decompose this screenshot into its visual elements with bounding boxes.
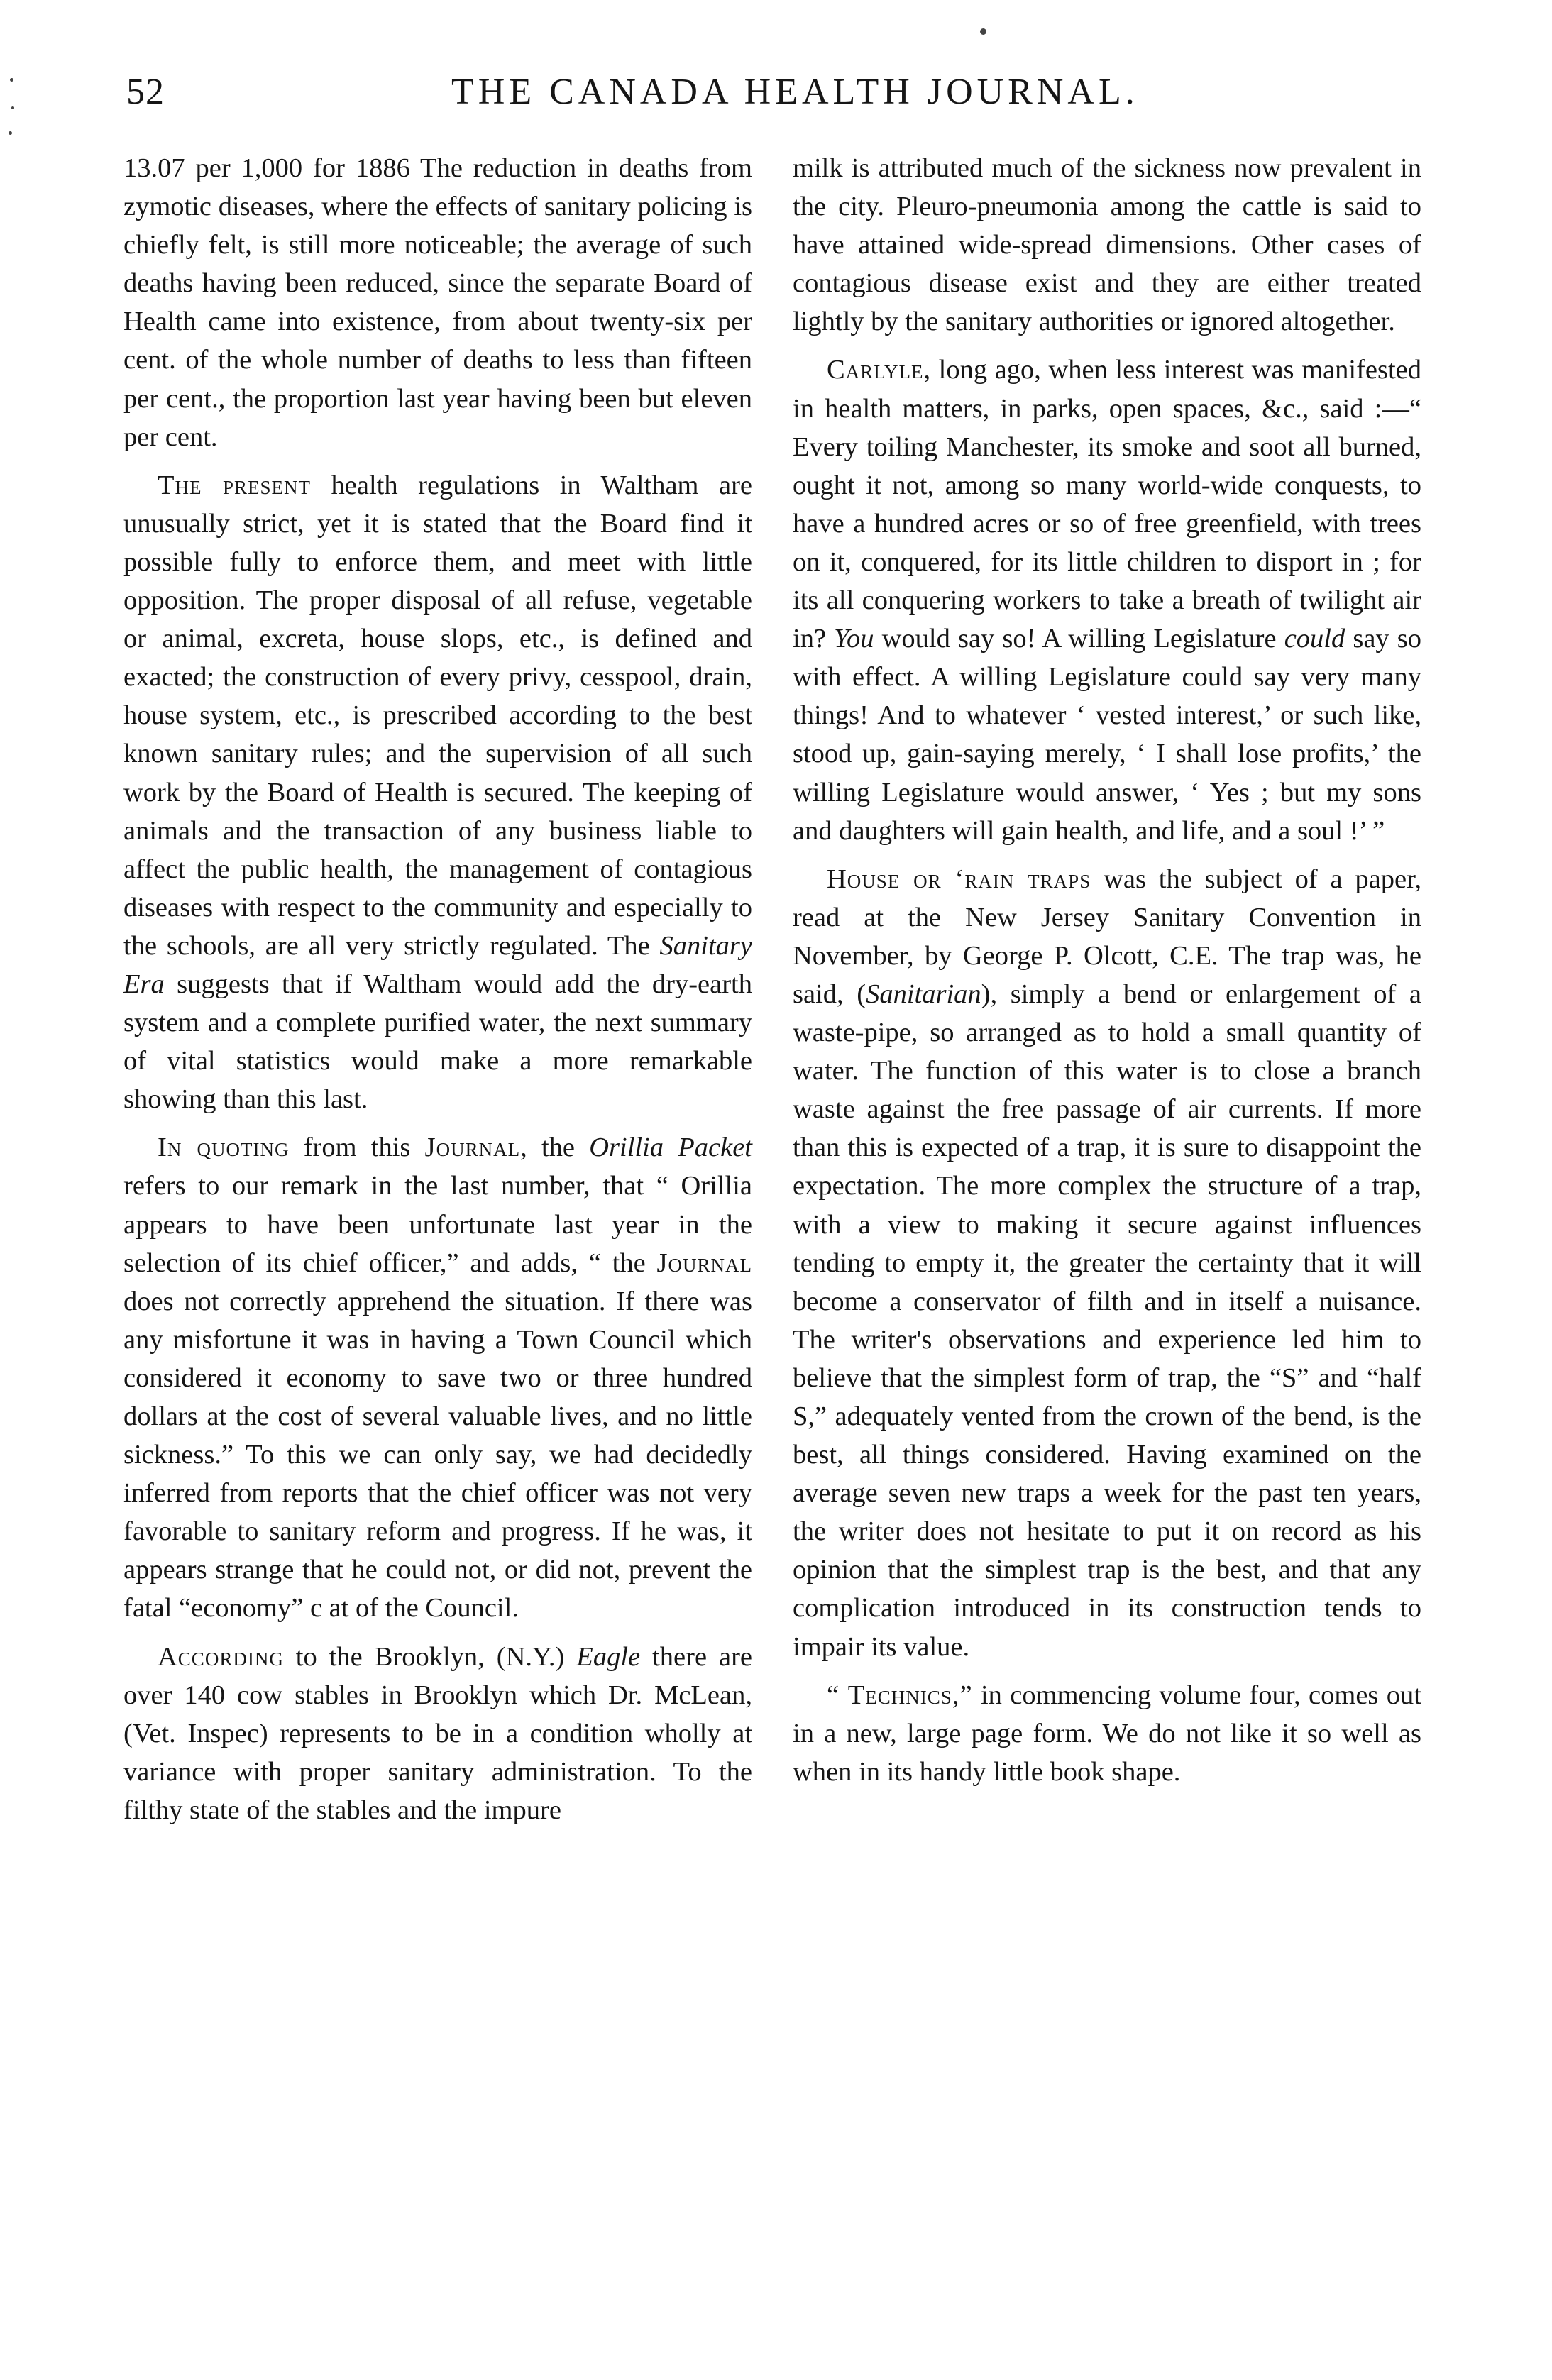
scan-speck [9, 131, 12, 135]
journal-mention: Journal [656, 1247, 752, 1278]
paragraph-technics [793, 1676, 1421, 1791]
paragraph-text: ), simply a bend or enlargement of a waste-pipe, so arranged as to hold a small quantity of water. The function of this water is to close a branch waste against the free passage of air currents. If more than this is expected of a trap, it is sure to disappoint the expectation. The more complex the structure of a trap, with a view to making it secure against influences tending to empty it, the greater the certainty that it will become a conservator of filth and in itself a nuisance. The writer's observations and experience led him to believe that the simplest form of trap, the “S” and “half S,” adequately vented from the crown of the bend, is the best, all things considered. Having examined on the average seven new traps a week for the past ten years, the writer does not hesitate to put it on record as his opinion that the simplest trap is the best, and that any complication introduced in its construction tends to impair its value. [793, 979, 1421, 1662]
publication-title: Orillia Packet [589, 1133, 752, 1163]
page-header [0, 71, 1552, 128]
paragraph-text: suggests that if Waltham would add the dry-earth system and a complete purified water, the next summary of vital statistics would make a more remarkable showing than this last. [123, 969, 752, 1115]
paragraph-text: , the [520, 1133, 590, 1163]
paragraph-lead: According [158, 1641, 284, 1672]
paragraph-milk [793, 149, 1421, 341]
scan-speck [980, 28, 986, 35]
paragraph-text: from this [289, 1133, 425, 1163]
journal-title: THE CANADA HEALTH JOURNAL. [451, 72, 1139, 112]
paragraph-waltham [123, 466, 752, 1119]
paragraph-text: in commencing volume four, comes out in a new, large page form. We do not like it so well as when in its handy little book shape. [793, 1680, 1422, 1787]
publication-title: Eagle [576, 1641, 641, 1672]
paragraph-text: there are over 140 cow stables in Brooklyn which Dr. McLean, (Vet. Inspec) represents to be in a condition wholly at variance with proper sanitary administration. To the filthy state of the stables and the impure [123, 1641, 752, 1825]
paragraph-text: milk is attributed much of the sickness now prevalent in the city. Pleuro-pneumonia among the cattle is said to have attained wide-spread dimensions. Other cases of contagious disease exist and they are either treated lightly by the sanitary authorities or ignored altogether. [793, 153, 1421, 337]
page-number: 52 [126, 72, 165, 112]
paragraph-orillia [123, 1128, 752, 1627]
paragraph-text: 13.07 per 1,000 for 1886 The reduction in deaths from zymotic diseases, where the effects of sanitary policing is chiefly felt, is still more noticeable; the average of such deaths having been reduced, since the separate Board of Health came into existence, from about twenty-six per cent. of the whole number of deaths to less than fifteen per cent., the proportion last year having been but eleven per cent. [123, 153, 752, 452]
paragraph-traps [793, 860, 1421, 1666]
paragraph-text: health regulations in Waltham are unusually strict, yet it is stated that the Board find it possible fully to enforce them, and meet with little opposition. The proper disposal of all refuse, vegetable or animal, excreta, house slops, etc., is defined and exacted; the construction of every privy, cesspool, drain, house system, etc., is prescribed according to the best known sanitary rules; and the supervision of all such work by the Board of Health is secured. The keeping of animals and the transaction of any business liable to affect the public health, the management of contagious diseases with respect to the community and especially to the schools, are all very strictly regulated. The [123, 470, 752, 961]
paragraph-text: say so with effect. A willing Legislature could say very many things! And to whatever ‘ vested interest,’ or such like, stood up, gain-saying merely, ‘ I shall lose profits,’ the willing Legislature would answer, ‘ Yes ; but my sons and daughters will gain health, and life, and a soul !’ ” [793, 624, 1421, 846]
left-column [123, 149, 752, 1839]
paragraph-text: would say so! A willing Legislature [874, 624, 1284, 654]
paragraph-text: was the subject of a paper, read at the New Jersey Sanitary Convention in November, by George P. Olcott, C.E. The trap was, he said, ( [793, 864, 1422, 1009]
paragraph-text: does not correctly apprehend the situation. If there was any misfortune it was in having a Town Council which considered it economy to save two or three hundred dollars at the cost of several valuable lives, and no little sickness.” To this we can only say, we had decidedly inferred from reports that the chief officer was not very favorable to sanitary reform and progress. If he was, it appears strange that he could not, or did not, prevent the fatal “economy” c at of the Council. [123, 1286, 752, 1624]
paragraph-text: long ago, when less interest was manifested in health matters, in parks, open spaces, &c., said :—“ Every toiling Manchester, its smoke and soot all burned, ought it not, among so many world-wide conquests, to have a hundred acres or so of free greenfield, with trees on it, conquered, for its little children to disport in ; for its all conquering workers to take a breath of twilight air in? [793, 355, 1421, 654]
paragraph-lead: The present [158, 470, 312, 500]
paragraph-lead: “ Technics,” [827, 1680, 973, 1710]
emphasis-text: could [1284, 624, 1345, 654]
paragraph-text: refers to our remark in the last number, that “ Orillia appears to have been unfortunate last year in the selection of its chief officer,” and adds, “ the [123, 1171, 752, 1278]
paragraph-mortality [123, 149, 752, 456]
publication-title: Sanitarian [866, 979, 981, 1009]
emphasis-text: You [834, 624, 874, 654]
journal-mention: Journal [424, 1133, 521, 1163]
paragraph-brooklyn [123, 1638, 752, 1829]
paragraph-carlyle [793, 351, 1421, 849]
paragraph-lead: Carlyle, [827, 355, 932, 385]
publication-title: Sanitary Era [123, 930, 752, 999]
right-column [793, 149, 1421, 1801]
paragraph-text: to the Brooklyn, (N.Y.) [283, 1641, 577, 1672]
paragraph-lead: House or ‘rain traps [827, 864, 1091, 894]
paragraph-lead: In quoting [158, 1133, 290, 1163]
